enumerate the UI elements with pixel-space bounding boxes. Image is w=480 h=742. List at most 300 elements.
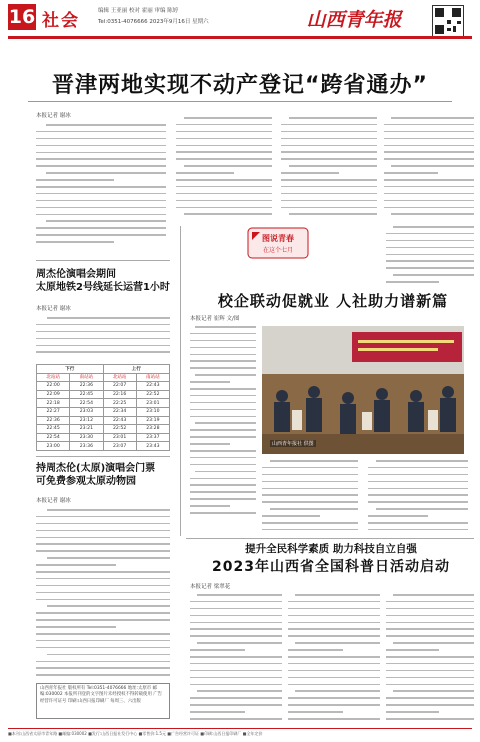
timetable-cell: 22:16 — [103, 390, 136, 399]
text-line — [190, 711, 245, 713]
zoo-headline: 持周杰伦(太原)演唱会门票 可免费参观太原动物园 — [36, 463, 156, 487]
text-line — [190, 622, 282, 624]
text-line — [190, 684, 282, 686]
text-line — [46, 172, 166, 174]
text-line — [386, 711, 439, 713]
text-line — [386, 677, 474, 679]
text-line — [36, 599, 170, 601]
text-line — [281, 193, 377, 195]
timetable-cell: 22:18 — [37, 399, 70, 408]
text-line — [36, 338, 170, 340]
text-line — [386, 656, 474, 658]
text-line — [281, 172, 339, 174]
text-line — [190, 388, 256, 390]
timetable-header-cell: 南站站 — [136, 373, 169, 382]
text-line — [386, 622, 474, 624]
text-line — [281, 200, 377, 202]
text-line — [47, 317, 170, 319]
timetable-cell: 23:03 — [70, 407, 103, 416]
timetable-cell: 23:19 — [136, 416, 169, 425]
text-line — [288, 608, 380, 610]
text-line — [281, 158, 377, 160]
text-line — [262, 501, 358, 503]
text-line — [262, 481, 358, 483]
timetable-cell: 22:54 — [70, 399, 103, 408]
text-line — [190, 670, 282, 672]
text-line — [190, 663, 282, 665]
text-line — [47, 509, 170, 511]
text-line — [281, 151, 377, 153]
column-divider — [180, 226, 181, 536]
text-line — [36, 564, 116, 566]
text-line — [36, 612, 170, 614]
timetable-cell: 22:25 — [103, 399, 136, 408]
text-line — [36, 345, 170, 347]
text-line — [391, 213, 474, 215]
timetable-cell: 22:45 — [37, 425, 70, 434]
text-line — [281, 131, 377, 133]
text-line — [36, 145, 166, 147]
feature-byline: 本报记者 崔辉 文/图 — [190, 316, 240, 322]
text-line — [262, 467, 358, 469]
text-line — [288, 677, 380, 679]
timetable-cell: 22:09 — [37, 390, 70, 399]
text-line — [386, 718, 474, 720]
text-line — [36, 200, 166, 202]
text-line — [288, 684, 380, 686]
metro-article-body — [36, 317, 170, 359]
text-line — [386, 608, 474, 610]
feature-article-body-col-1 — [190, 326, 256, 516]
text-line — [190, 491, 256, 493]
text-line — [36, 331, 170, 333]
text-line — [384, 158, 474, 160]
lead-headline: 晋津两地实现不动产登记“跨省通办” — [52, 73, 428, 98]
text-line — [288, 635, 380, 637]
lead-article-body-col-1 — [36, 124, 166, 248]
text-line — [190, 436, 256, 438]
text-line — [36, 523, 170, 525]
text-line — [184, 165, 272, 167]
text-line — [288, 601, 380, 603]
text-line — [36, 585, 170, 587]
text-line — [36, 152, 166, 154]
text-line — [270, 460, 358, 462]
headline-divider — [28, 101, 452, 102]
text-line — [262, 529, 358, 531]
timetable-cell: 23:00 — [37, 442, 70, 451]
science-article-body-col-2 — [288, 594, 380, 722]
text-line — [295, 690, 380, 692]
text-line — [386, 697, 474, 699]
text-line — [368, 522, 468, 524]
text-line — [281, 124, 377, 126]
text-line — [176, 124, 272, 126]
text-line — [384, 200, 474, 202]
timetable-cell: 22:52 — [136, 390, 169, 399]
text-line — [190, 697, 282, 699]
text-line — [190, 443, 230, 445]
text-line — [36, 537, 170, 539]
photo-caption: 山西青年报社 供图 — [272, 441, 314, 447]
timetable-header-row — [37, 373, 170, 382]
text-line — [384, 186, 474, 188]
metro-headline: 周杰伦演唱会期间 太原地铁2号线延长运营1小时 — [36, 269, 170, 293]
section-divider — [186, 538, 474, 539]
timetable-row — [37, 425, 170, 434]
text-line — [288, 711, 343, 713]
text-line — [190, 429, 256, 431]
text-line — [288, 656, 380, 658]
text-line — [190, 347, 256, 349]
timetable-cell: 22:27 — [37, 407, 70, 416]
timetable-group-cell: 上行 — [103, 365, 170, 374]
text-line — [262, 474, 358, 476]
feature-article-body-col-3 — [368, 460, 468, 536]
text-line — [46, 220, 166, 222]
timetable-row — [37, 382, 170, 391]
text-line — [190, 635, 282, 637]
text-line — [295, 594, 380, 596]
publisher-info-box: 山西青年报社 版权所有 Tel:0351-4076666 地址:太原市 邮编:030002 本报所刊登的文字图片未经授权不得转载使用 广告经营许可证号 印刷:山西日报印刷厂 每周三、六出版 — [36, 683, 170, 719]
text-line — [190, 478, 256, 480]
timetable-header-cell: 南站站 — [70, 373, 103, 382]
text-line — [386, 281, 439, 283]
text-line — [195, 374, 256, 376]
text-line — [393, 690, 474, 692]
text-line — [368, 501, 468, 503]
text-line — [190, 416, 256, 418]
text-line — [391, 165, 474, 167]
text-line — [262, 494, 358, 496]
text-line — [176, 172, 234, 174]
text-line — [288, 628, 380, 630]
text-line — [289, 165, 377, 167]
text-line — [281, 145, 377, 147]
text-line — [36, 179, 114, 181]
text-line — [36, 661, 170, 663]
text-line — [384, 172, 438, 174]
svg-text:图说青春: 图说青春 — [262, 234, 294, 243]
text-line — [386, 663, 474, 665]
text-line — [386, 684, 474, 686]
timetable-row — [37, 399, 170, 408]
text-line — [176, 186, 272, 188]
text-line — [190, 718, 282, 720]
text-line — [386, 649, 439, 651]
text-line — [288, 663, 380, 665]
lead-byline: 本报记者 谢冰 — [36, 113, 71, 119]
text-line — [190, 656, 282, 658]
timetable-row — [37, 442, 170, 451]
text-line — [36, 578, 170, 580]
text-line — [368, 494, 468, 496]
text-line — [384, 207, 474, 209]
text-line — [295, 642, 380, 644]
text-line — [176, 193, 272, 195]
text-line — [36, 138, 166, 140]
text-line — [288, 670, 380, 672]
text-line — [393, 274, 474, 276]
text-line — [281, 179, 377, 181]
text-line — [36, 647, 170, 649]
timetable-group-row — [37, 365, 170, 374]
feature-article-body-col-2 — [262, 460, 358, 536]
text-line — [386, 254, 474, 256]
text-line — [384, 131, 474, 133]
text-line — [197, 642, 282, 644]
text-line — [46, 124, 166, 126]
text-line — [384, 151, 474, 153]
text-line — [195, 422, 256, 424]
text-line — [368, 481, 468, 483]
text-line — [386, 233, 474, 235]
text-line — [176, 145, 272, 147]
text-line — [195, 471, 256, 473]
qr-code-icon — [432, 5, 464, 37]
text-line — [36, 227, 166, 229]
text-line — [262, 522, 358, 524]
graduates-photo — [262, 326, 464, 454]
timetable-row — [37, 433, 170, 442]
text-line — [288, 615, 380, 617]
text-line — [190, 505, 230, 507]
text-line — [386, 260, 474, 262]
metro-byline: 本报记者 谢冰 — [36, 306, 71, 312]
text-line — [36, 324, 170, 326]
text-line — [36, 674, 170, 676]
timetable-row — [37, 407, 170, 416]
text-line — [393, 642, 474, 644]
text-line — [384, 179, 474, 181]
text-line — [384, 145, 474, 147]
timetable-group-cell: 下行 — [37, 365, 104, 374]
timetable-cell: 23:12 — [70, 416, 103, 425]
text-line — [281, 138, 377, 140]
issue-date-line: Tel:0351-4076666 2023年9月16日 星期六 — [98, 19, 209, 25]
text-line — [184, 117, 272, 119]
text-line — [384, 124, 474, 126]
text-line — [36, 592, 170, 594]
text-line — [190, 677, 282, 679]
text-line — [190, 450, 256, 452]
timetable-cell: 23:07 — [103, 442, 136, 451]
text-line — [288, 697, 380, 699]
timetable-row — [37, 390, 170, 399]
footer-imprint: ■本刊:山西省太原市青年路 ■邮编:030002 ■发行:山西日报社发行中心 ■零售价:1.5元 ■广告经营许可证 ■印刷:山西日报印刷厂 ■全年定价 — [8, 731, 263, 736]
lead-article-body-col-2 — [176, 117, 272, 221]
text-line — [384, 138, 474, 140]
text-line — [36, 550, 170, 552]
text-line — [289, 117, 377, 119]
text-line — [386, 704, 474, 706]
timetable-cell: 23:37 — [136, 433, 169, 442]
timetable-cell: 22:36 — [70, 382, 103, 391]
text-line — [176, 179, 272, 181]
text-line — [36, 165, 166, 167]
text-line — [36, 530, 170, 532]
text-line — [190, 615, 282, 617]
text-line — [288, 718, 380, 720]
text-line — [36, 633, 170, 635]
text-line — [281, 186, 377, 188]
lead-article-continued — [386, 226, 474, 286]
text-line — [47, 654, 170, 656]
text-line — [197, 690, 282, 692]
text-line — [176, 207, 272, 209]
text-line — [270, 508, 358, 510]
text-line — [36, 234, 166, 236]
text-line — [36, 640, 170, 642]
text-line — [190, 395, 256, 397]
text-line — [176, 200, 272, 202]
timetable-cell: 22:43 — [136, 382, 169, 391]
text-line — [190, 360, 256, 362]
text-line — [36, 516, 170, 518]
text-line — [36, 207, 166, 209]
text-line — [190, 484, 256, 486]
text-line — [288, 704, 380, 706]
text-line — [368, 515, 428, 517]
text-line — [393, 226, 474, 228]
zoo-byline: 本报记者 谢冰 — [36, 498, 71, 504]
zoo-article-body — [36, 509, 170, 679]
timetable-cell: 23:36 — [70, 442, 103, 451]
text-line — [190, 649, 245, 651]
text-line — [47, 557, 170, 559]
text-line — [386, 615, 474, 617]
text-line — [176, 131, 272, 133]
masthead-rule — [8, 36, 472, 39]
text-line — [281, 207, 377, 209]
timetable-cell: 22:43 — [103, 416, 136, 425]
text-line — [190, 464, 256, 466]
text-line — [190, 402, 256, 404]
footer-rule — [8, 728, 472, 729]
text-line — [47, 605, 170, 607]
text-line — [288, 649, 343, 651]
text-line — [190, 628, 282, 630]
text-line — [393, 594, 474, 596]
newspaper-logo — [300, 6, 408, 32]
science-byline: 本报记者 梁翠花 — [190, 584, 231, 590]
text-line — [36, 131, 166, 133]
text-line — [36, 186, 166, 188]
timetable-cell: 22:34 — [103, 407, 136, 416]
text-line — [386, 670, 474, 672]
text-line — [36, 543, 170, 545]
text-line — [190, 409, 256, 411]
timetable-cell: 23:21 — [70, 425, 103, 434]
timetable-header-cell: 北站站 — [103, 373, 136, 382]
text-line — [386, 635, 474, 637]
text-line — [386, 240, 474, 242]
science-subheadline: 提升全民科学素质 助力科技自立自强 — [245, 543, 417, 555]
text-line — [368, 467, 468, 469]
text-line — [195, 326, 256, 328]
text-line — [386, 628, 474, 630]
timetable-header-cell: 北站站 — [37, 373, 70, 382]
feature-badge — [246, 226, 310, 260]
text-line — [197, 594, 282, 596]
timetable-cell: 22:07 — [103, 382, 136, 391]
text-line — [376, 508, 468, 510]
text-line — [190, 512, 256, 514]
svg-text:山西青年报: 山西青年报 — [306, 9, 402, 31]
text-line — [391, 117, 474, 119]
timetable-cell: 23:01 — [103, 433, 136, 442]
masthead — [0, 0, 480, 52]
text-line — [36, 619, 170, 621]
text-line — [36, 193, 166, 195]
text-line — [190, 340, 256, 342]
timetable-cell: 22:54 — [37, 433, 70, 442]
lead-article-body-col-4 — [384, 117, 474, 221]
editor-credits: 编辑 王亚丽 校对 霍丽 审编 陈婷 — [98, 8, 179, 14]
metro-timetable — [36, 364, 170, 451]
timetable-cell: 23:10 — [136, 407, 169, 416]
text-line — [190, 457, 256, 459]
text-line — [190, 381, 230, 383]
text-line — [36, 667, 170, 669]
timetable-cell: 22:52 — [103, 425, 136, 434]
text-line — [368, 474, 468, 476]
timetable-cell: 23:01 — [136, 399, 169, 408]
text-line — [36, 241, 114, 243]
text-line — [36, 158, 166, 160]
feature-headline: 校企联动促就业 人社助力谱新篇 — [217, 292, 449, 310]
text-line — [36, 214, 166, 216]
text-line — [289, 213, 377, 215]
text-line — [384, 193, 474, 195]
timetable-cell: 22:45 — [70, 390, 103, 399]
text-line — [368, 488, 468, 490]
science-article-body-col-3 — [386, 594, 474, 722]
page-number: 16 — [8, 6, 36, 28]
text-line — [386, 601, 474, 603]
text-line — [176, 158, 272, 160]
text-line — [36, 626, 116, 628]
text-line — [190, 333, 256, 335]
text-line — [36, 571, 170, 573]
text-line — [386, 267, 474, 269]
section-title: 社会 — [42, 11, 80, 31]
text-line — [190, 367, 256, 369]
svg-text:在这个七月: 在这个七月 — [262, 247, 294, 254]
text-line — [190, 354, 256, 356]
text-line — [190, 498, 256, 500]
science-headline: 2023年山西省全国科普日活动启动 — [212, 559, 450, 575]
text-line — [190, 608, 282, 610]
text-line — [376, 460, 468, 462]
text-line — [262, 488, 358, 490]
timetable-cell: 23:43 — [136, 442, 169, 451]
timetable-cell: 22:00 — [37, 382, 70, 391]
text-line — [386, 247, 474, 249]
lead-article-body-col-3 — [281, 117, 377, 221]
timetable-row — [37, 416, 170, 425]
text-line — [184, 213, 272, 215]
timetable-cell: 23:28 — [136, 425, 169, 434]
timetable-cell: 22:36 — [37, 416, 70, 425]
text-line — [262, 515, 320, 517]
text-line — [288, 622, 380, 624]
text-line — [190, 704, 282, 706]
text-line — [368, 529, 468, 531]
section-divider — [36, 456, 170, 457]
text-line — [190, 601, 282, 603]
section-divider — [36, 260, 170, 261]
